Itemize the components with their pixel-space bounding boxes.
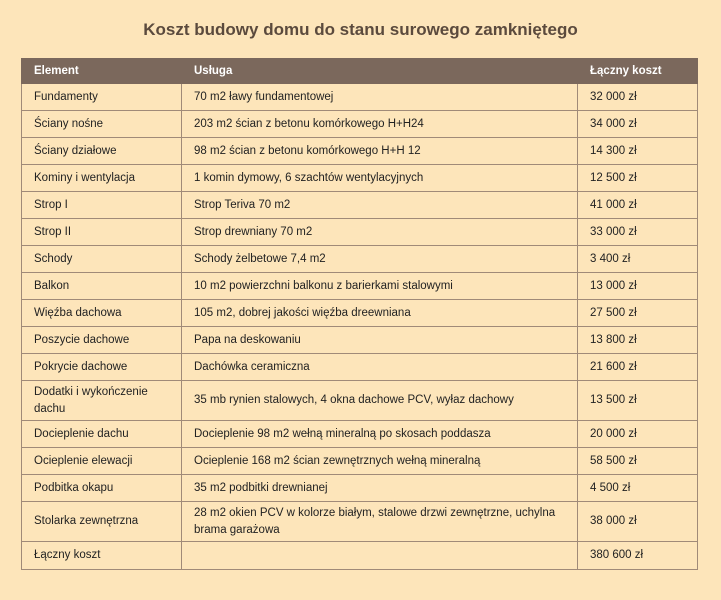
cell-cost: 33 000 zł: [578, 219, 698, 246]
cell-element: Strop II: [22, 219, 182, 246]
table-row: [22, 219, 698, 246]
cell-cost: 12 500 zł: [578, 165, 698, 192]
table-row: [22, 84, 698, 111]
cell-cost: 14 300 zł: [578, 138, 698, 165]
cell-cost: 32 000 zł: [578, 84, 698, 111]
cell-service: Docieplenie 98 m2 wełną mineralną po skosach poddasza: [182, 421, 578, 448]
cell-cost: 41 000 zł: [578, 192, 698, 219]
table-row: [22, 448, 698, 475]
cell-service: 10 m2 powierzchni balkonu z barierkami stalowymi: [182, 273, 578, 300]
cell-element: Podbitka okapu: [22, 475, 182, 502]
cell-element: Docieplenie dachu: [22, 421, 182, 448]
cell-service: 35 mb rynien stalowych, 4 okna dachowe PCV, wyłaz dachowy: [182, 381, 578, 421]
table-row: [22, 273, 698, 300]
cell-cost: 27 500 zł: [578, 300, 698, 327]
cell-element: Kominy i wentylacja: [22, 165, 182, 192]
table-row: [22, 300, 698, 327]
table-row: [22, 138, 698, 165]
total-cost: 380 600 zł: [578, 542, 698, 570]
cell-element: Stolarka zewnętrzna: [22, 502, 182, 542]
cell-cost: 21 600 zł: [578, 354, 698, 381]
column-header-service: Usługa: [182, 59, 578, 84]
cell-cost: 13 000 zł: [578, 273, 698, 300]
cell-cost: 13 500 zł: [578, 381, 698, 421]
cell-element: Więźba dachowa: [22, 300, 182, 327]
cell-cost: 20 000 zł: [578, 421, 698, 448]
table-row: [22, 246, 698, 273]
table-header-row: [22, 59, 698, 84]
cell-element: Fundamenty: [22, 84, 182, 111]
cell-cost: 13 800 zł: [578, 327, 698, 354]
cost-table: [21, 58, 698, 570]
cell-service: Papa na deskowaniu: [182, 327, 578, 354]
table-row: [22, 111, 698, 138]
table-row: [22, 421, 698, 448]
cell-element: Schody: [22, 246, 182, 273]
cell-service: 98 m2 ścian z betonu komórkowego H+H 12: [182, 138, 578, 165]
column-header-element: Element: [22, 59, 182, 84]
table-row: [22, 192, 698, 219]
cell-service: Schody żelbetowe 7,4 m2: [182, 246, 578, 273]
cell-service: 1 komin dymowy, 6 szachtów wentylacyjnych: [182, 165, 578, 192]
cell-service: 105 m2, dobrej jakości więźba dreewniana: [182, 300, 578, 327]
cell-cost: 34 000 zł: [578, 111, 698, 138]
cell-cost: 38 000 zł: [578, 502, 698, 542]
cell-element: Pokrycie dachowe: [22, 354, 182, 381]
cell-cost: 4 500 zł: [578, 475, 698, 502]
cell-service: 28 m2 okien PCV w kolorze białym, stalowe drzwi zewnętrzne, uchylna brama garażowa: [182, 502, 578, 542]
cell-service: 203 m2 ścian z betonu komórkowego H+H24: [182, 111, 578, 138]
table-row: [22, 327, 698, 354]
cell-element: Dodatki i wykończenie dachu: [22, 381, 182, 421]
total-service: [182, 542, 578, 570]
cell-cost: 3 400 zł: [578, 246, 698, 273]
table-row: [22, 475, 698, 502]
table-row: [22, 354, 698, 381]
cell-service: 70 m2 ławy fundamentowej: [182, 84, 578, 111]
cell-service: Strop drewniany 70 m2: [182, 219, 578, 246]
cell-service: Dachówka ceramiczna: [182, 354, 578, 381]
page-title: Koszt budowy domu do stanu surowego zamkniętego: [143, 20, 578, 39]
total-label: Łączny koszt: [22, 542, 182, 570]
cell-element: Ocieplenie elewacji: [22, 448, 182, 475]
cell-service: Strop Teriva 70 m2: [182, 192, 578, 219]
total-row: [22, 542, 698, 570]
cell-cost: 58 500 zł: [578, 448, 698, 475]
cell-element: Strop I: [22, 192, 182, 219]
cell-element: Ściany działowe: [22, 138, 182, 165]
column-header-cost: Łączny koszt: [578, 59, 698, 84]
cell-element: Poszycie dachowe: [22, 327, 182, 354]
table-row: [22, 165, 698, 192]
cell-element: Ściany nośne: [22, 111, 182, 138]
cell-element: Balkon: [22, 273, 182, 300]
table-row: [22, 381, 698, 421]
table-row: [22, 502, 698, 542]
cell-service: 35 m2 podbitki drewnianej: [182, 475, 578, 502]
cell-service: Ocieplenie 168 m2 ścian zewnętrznych wełną mineralną: [182, 448, 578, 475]
